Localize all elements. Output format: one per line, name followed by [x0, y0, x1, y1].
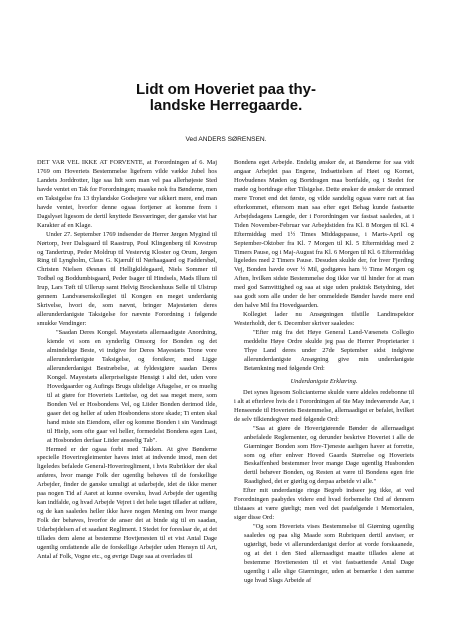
- byline: Ved ANDERS SØRENSEN.: [185, 136, 267, 143]
- quote-paragraph: "Og som Hoveriets vises Bestemmelse til Giørning ugentlig saaledes og paa slig Maade som Rubriquen dertil anviser, er ugiørligt, bede vi allerunderdanigst derfor at vorde forskaanede, og at det i den Sted allernaadigst maatte tillades alene at bestemme Hovtienesten til et vist fastsættende Antal Dage ugentlig i alle slige Giærninger, uden at bemærke i den samme uge hvad Slags Arbeide af: [244, 523, 414, 584]
- section-heading: Underdanigste Erklæring.: [290, 377, 358, 385]
- quote-paragraph: "Saadan Deres Kongel. Mayestæts allernaadigste Anordning, kiende vi som en synderlig Omsorg for Bonden og det almindelige Beste, vi indgive for Deres Mayestæts Trone vore allerunderdanigste Taksigelse, og forsikrer, med Ligge allerunderdanigst Bestræbelse, at fyldestgiøre saadan Deres Kongel. Mayestæts allerpriseligste Hensigt i altd det, uden vore Hovedgaarder og Aufings Brugs ulidelige Aftagelse, er os muelig til at giøre for Hoveriets Lættelse, og det saa meget mere, som Bonden Vel er Hosbondens Vel, og Liider Bonden derimod ilde, gaaer det og heller af uden Hosbondens store skade; Ti enten skal hand miste sin Eiendom, eller og komme Bonden i sin Vandmagt til Hielp, som ofte gaar vel heller, formedelst Bondens egen Last, at Hosbonden derfaar Liider anseelig Tab".: [47, 329, 217, 444]
- quote-paragraph: "Efter mig fra det Høye General Land-Væsenets Collegio meddelte Høye Ordre skulde jeg paa de Herrer Proprietarier i Thye Land deres under 27de September sidst indgivne allerunderdanigste Ansøgning give min underdanigste Betænkning med følgende Ord:: [244, 329, 414, 372]
- paragraph: Under 27. September 1769 indsender de Herrer Jørgen Mygind til Nørtorp, Iver Dalsgaard til Raastrup, Poul Klingenberg til Kovstrup og Tandertrup, Peder Moldrup til Vestervig Kloster og Orum, Jørgen Ring til Lyngholm, Claus G. Kjærulf til Nørhaagaard og Faddersbøl, Christen Nielsen Øesnæs til Helligkildegaard, Niels Sommer til Todbøl og Boddumbisgaard, Peder Isager til Hindsels, Mads Illum til Irup, Lars Tøft til Ullerup samt Helvig Brockenhuus Selle til Ulstrup gennem Landvæsenskollegiet til Kongen en meget underdanig Skrivelse, hvori de, som nævnt, bringer Majestæten deres allerunderdanigste Taksigelse for nævnte Forordning i følgende smukke Vendinger:: [37, 230, 217, 328]
- paragraph: Hermed er der ogsaa forbi med Takken. At give Bønderne specielle Hoveriregleimenter haves intet at indvende imod, men det ligeledes befalede General-Hoveriregliment, i hvis Rubrikker der skal anføres, hvor mange Folk der ugentlig behøves til de forskellige Arbejder, finder de ganske umuligt at udarbejde, idet de ikke mener paa nogen Tid af Aaret at kunne oversku, hvad Arbejde der ugentlig kan indfalde, og hvad Arbejde Vejret i det hele taget tillader at udføre, og de kan saaledes heller ikke have nogen Mening om hvor mange Folk der behøves, hvorfor de anser det at binde sig til en saadan, Udarbejdelsen af et saadant Regliment. I Stedet for foreslaar de, at det tillades dem alene at bestemme Hovtjenesten til et vist Antal Dage ugentlig omfattende alle de forskellige Arbejder uden Hensyn til Art, Antal af Folk, Vogne etc., og øvrige Dage saa at overlades til: [37, 445, 217, 560]
- quote-paragraph: "Saa at giøre de Hoverigiørende Bønder de allernaadigst anbefalede Reglementer, og derunder beskrive Hoveriet i alle de Giærninger Bonden som Hov-Tjeneste aarligen haver at forrette, som og efter enhver Hoved Gaards Størrelse og Hoveriets Beskaffenhed bestemmer hvor mange Dage ugentlig Husbonden dertil behøver Bonden, og Resten at være til Bondens egen frie Raadighed, det er giørlig og derpaa arbeide vi alle.": [244, 424, 414, 486]
- paragraph: Kollegiet lader nu Ansøgningen tilstille Landinspektor Westerholdt, der 6. December skriver saaledes:: [234, 311, 414, 328]
- paragraph: Det synes ligesom Solicianterne skulde være aldeles redebonne til i alt at efterleve hvis de i Forordningen af 6te May indeværende Aar, i Henseende til Hoveriets Bestemmelse, allernaadigst er befalet, hvilket de selv tilkiendegiver med følgende Ord:: [234, 388, 414, 423]
- title-line-2: landske Herregaarde.: [149, 97, 303, 114]
- right-column: [234, 159, 414, 586]
- paragraph: DET VAR VEL IKKE AT FORVENTE, at Forordningen af 6. Maj 1769 om Hoveriets Bestemmelse ligefrem vilde vække Jubel hos Landets Jorddrotter, lige saa lidt som man vel paa allerhøjeste Sted havde ventet en Tak for Forordningen; maaske nok fra Bønderne, men en Taksigelse fra 13 thylandske Godsejere var sikkert mere, end man havde ventet, hvorfor denne ogsaa fortjener at komme frem i Dagslyset ligesom de dertil knyttede Besværinger, der ganske vist har Karakter af en Klage.: [37, 159, 217, 229]
- title-line-1: Lidt om Hoveriet paa thy-: [135, 81, 317, 98]
- paragraph: Efter mit underdanige ringe Begreb indseer jeg ikke, at ved Forordningen paabydes videre end hvad forbemelte Ord af dennem tilstaaes at være giørligt; men ved det paafølgende i Memorialen, siger disse Ord:: [234, 487, 414, 522]
- left-column: [37, 159, 217, 562]
- paragraph: Bondens eget Arbejde. Endelig ønsker de, at Bønderne for saa vidt angaar Arbejdet paa Engene, Indsættelsen af Høet og Kornet, Hovbudenes Møden og Bortdragen maa bortfalde, og i Stedet for møde og bortdrage efter Tilsigelse. Dette ønsker de ønsker de ommed mere Tronet end det første, og vilde sandelig ogsaa være rart at faa efterkommet, eftersom man saa efter eget Behag kunde fastsætte Arbejdsdagens Længde, der i Forordningen var fastsat saaledes, at i Tiden November-Februar var Arbejdstiden fra Kl. 8 Morgen til Kl. 4 Eftermiddag med 1½ Times Middagspause, i Marts-April og September-Oktober fra Kl. 7 Morgen til Kl. 5 Eftermiddag med 2 Timers Pause, og i Maj-August fra Kl. 6 Morgen til Kl. 6 Eftermiddag ligeledes med 2 Timers Pause. Desuden skulde der, for hver Fjerding Vej, Bonden havde over ½ Mil, godtgøres ham ½ Time Morgen og Aften, hvilken sidste Bestemmelse dog ikke var til hinder for at man med god Samvittighed og saa at sige uden praktisk Betydning, idet saa godt som alle under de her ommeldede Bønder havde mere end den halve Mil fra Hovedgaarden.: [234, 159, 414, 310]
